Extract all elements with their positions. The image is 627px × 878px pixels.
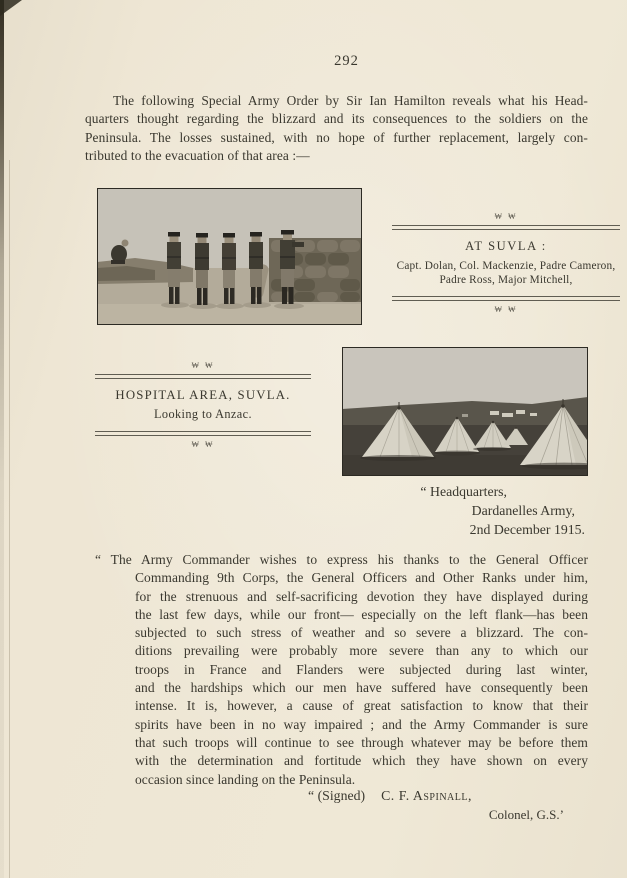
tents-photo	[342, 347, 588, 476]
letter-body-line: troops in France and Flanders were subjected during last winter,	[135, 661, 588, 677]
letter-body-line: ditions prevailing were probably more severe than any to which our	[135, 643, 588, 659]
letter-body-line: with the determination and fortitude which they have shown on every	[135, 753, 588, 769]
signature-block	[308, 786, 570, 824]
letter-body-line: spirits have been in no way impaired ; and the Army Commander is sure	[135, 716, 588, 732]
intro-line: Peninsula. The losses sustained, with no hope of further replacement, largely con-	[85, 129, 588, 145]
corner-shadow	[0, 0, 22, 16]
letter-body-line: that such troops will continue to see through whatever may be before them	[135, 734, 588, 750]
letter-heading-line: 2nd December 1915.	[469, 522, 585, 537]
intro-line: quarters thought regarding the blizzard and its consequences to the soldiers on the	[85, 111, 588, 127]
intro-paragraph	[85, 92, 588, 166]
letter-heading-line: “ Headquarters,	[420, 484, 507, 499]
letter-body-line: “ The Army Commander wishes to express his thanks to the General Officer	[95, 552, 588, 567]
ornament-icon: ₩ ₩	[494, 212, 518, 221]
caption-title: AT SUVLA :	[465, 239, 547, 253]
letter-body-line: and the hardships which our men have suffered have consequently been	[135, 680, 588, 696]
ornament-icon: ₩ ₩	[494, 305, 518, 314]
signed-label: “ (Signed)	[308, 788, 366, 803]
letter-body-line: Commanding 9th Corps, the General Officers and Other Ranks under him,	[135, 570, 588, 586]
ornament-icon: ₩ ₩	[191, 440, 215, 449]
caption-subtitle: Looking to Anzac.	[154, 407, 252, 421]
caption-hospital-area	[95, 361, 311, 450]
letter-body-line: intense. It is, however, a cause of great satisfaction to know that their	[135, 698, 588, 714]
signature-name: C. F. Aspinall,	[381, 788, 472, 803]
letter-body-line: subjected to such stress of weather and so severe a blizzard. The con-	[135, 625, 588, 641]
page-number: 292	[334, 53, 359, 69]
intro-line: tributed to the evacuation of that area :—	[85, 148, 310, 164]
double-rule	[392, 225, 620, 230]
letter-heading-line: Dardanelles Army,	[471, 503, 575, 518]
letter-body	[95, 551, 588, 789]
double-rule	[392, 296, 620, 301]
caption-names-line: Padre Ross, Major Mitchell,	[439, 274, 573, 286]
letter-body-line: occasion since landing on the Peninsula.	[135, 771, 356, 787]
double-rule	[95, 374, 311, 379]
caption-title: HOSPITAL AREA, SUVLA.	[115, 388, 291, 402]
double-rule	[95, 431, 311, 436]
letter-body-line: the last few days, while our front— especially on the left flank—has been	[135, 606, 588, 622]
ornament-icon: ₩ ₩	[191, 361, 215, 370]
caption-names-line: Capt. Dolan, Col. Mackenzie, Padre Cameron,	[396, 260, 616, 272]
intro-line: The following Special Army Order by Sir Ian Hamilton reveals what his Head-	[113, 93, 588, 108]
caption-at-suvla	[392, 212, 620, 315]
letter-heading	[400, 482, 585, 539]
signature-title: Colonel, G.S.’	[488, 807, 564, 822]
binding-edge	[0, 0, 4, 878]
soldiers-photo	[97, 188, 362, 325]
page-crease	[9, 160, 10, 878]
letter-body-line: for the strenuous and self-sacrificing devotion they have displayed during	[135, 588, 588, 604]
